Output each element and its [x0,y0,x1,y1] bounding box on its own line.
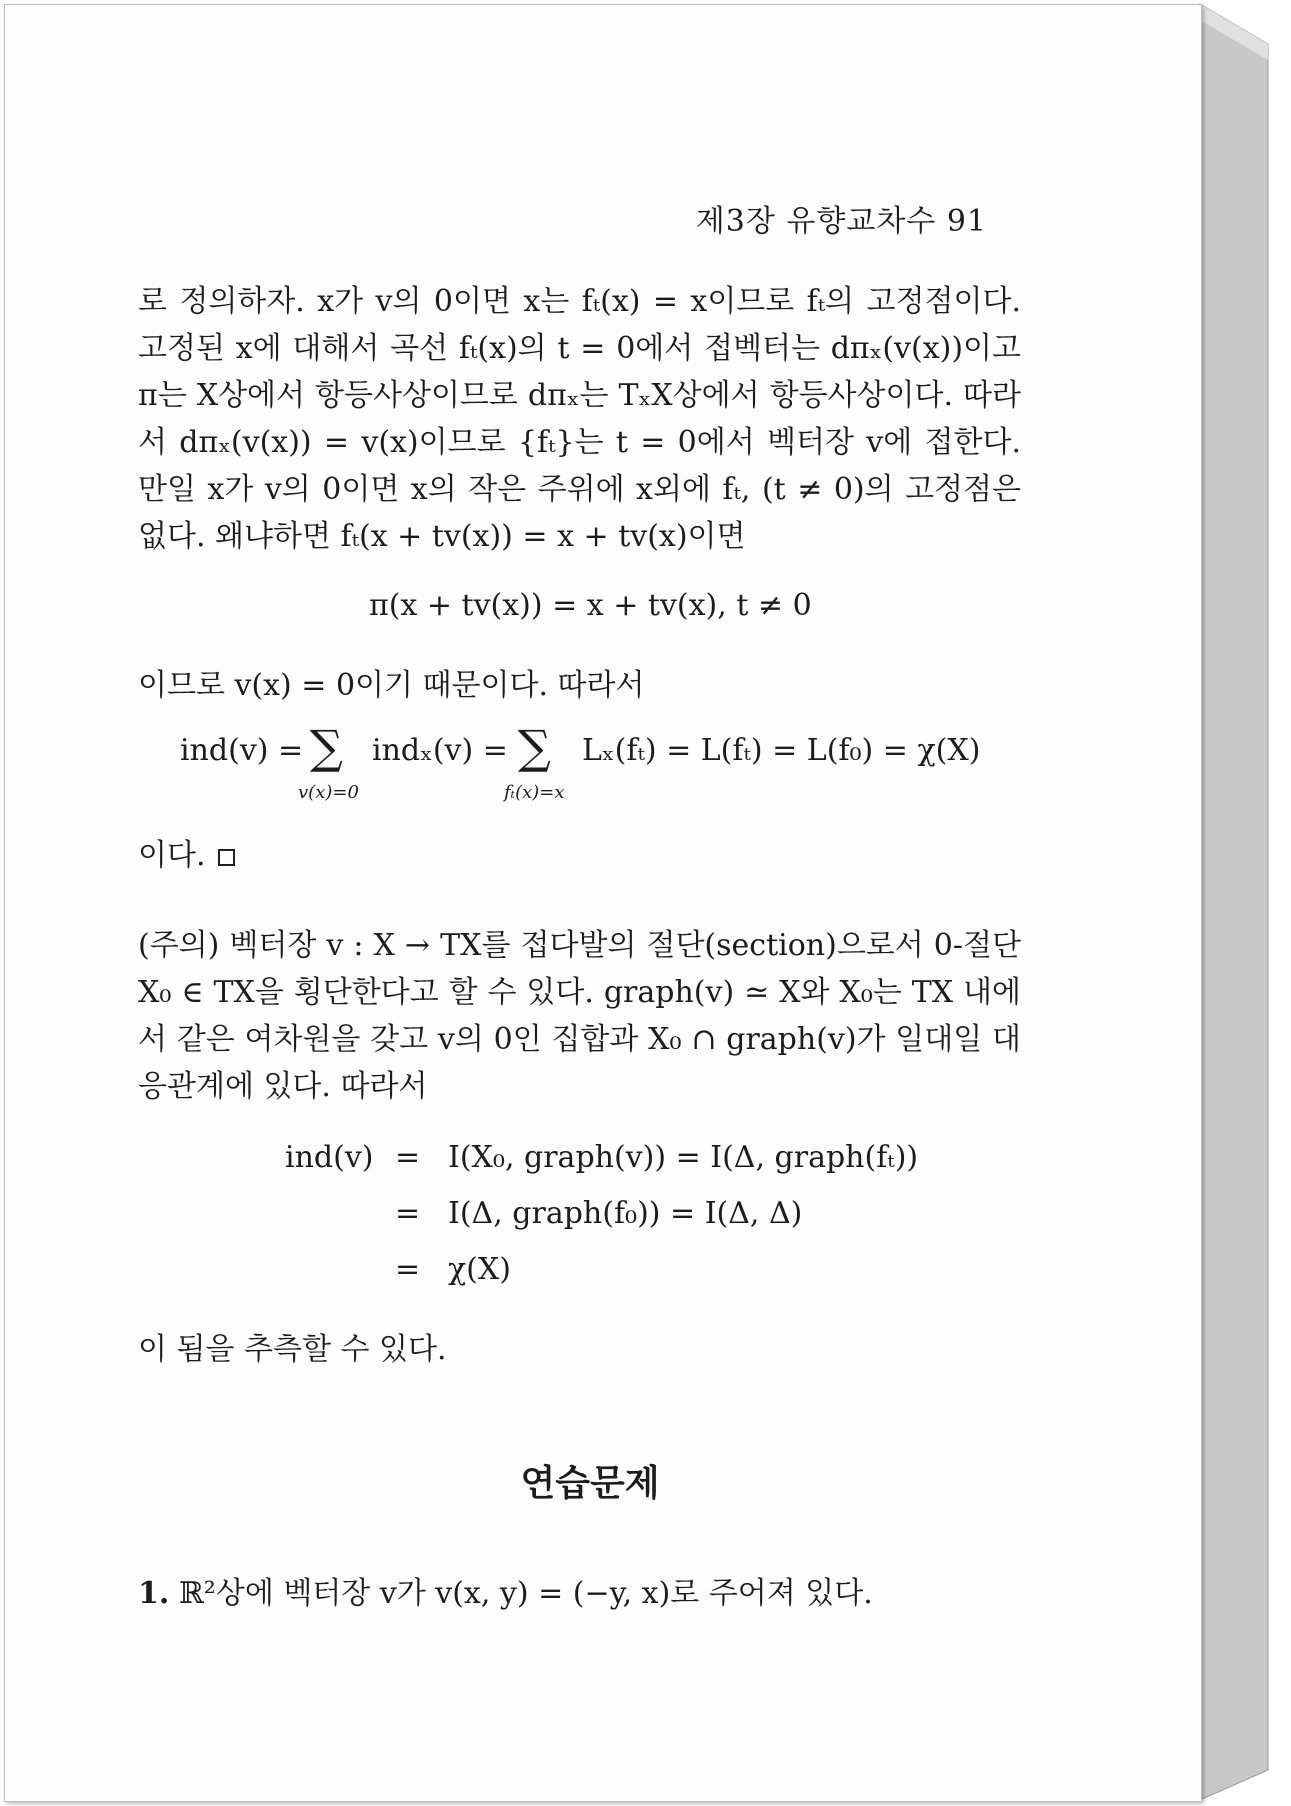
equation-2-rhs: Lₓ(fₜ) = L(fₜ) = L(f₀) = χ(X) [582,733,981,768]
paragraph-4: (주의) 벡터장 v : X → TX를 접다발의 절단(section)으로서 0-절단 X₀ ∈ TX을 횡단한다고 할 수 있다. graph(v) ≃ X와 X₀는 TX 내에서 같은 여차원을 갖고 v의 0인 집합과 X₀ ∩ graph(v)가 일대일 대응관계에 있다. 따라서 [138,928,1021,1104]
exercise-1 [138,1568,873,1612]
book-page [4,4,1202,1802]
sum-symbol-1: ∑ [310,720,343,774]
equation-3-row-3: χ(X) [448,1252,511,1287]
equation-1: π(x + tv(x)) = x + tv(x), t ≠ 0 [369,588,812,623]
running-header: 제3장 유향교차수 91 [695,204,987,239]
sum-symbol-2: ∑ [518,720,551,774]
sum-subscript-2: fₜ(x)=x [504,782,565,803]
paragraph-3 [138,832,1021,879]
equation-3-lhs: ind(v) [285,1140,374,1175]
equation-3-eq-2: = [395,1196,421,1231]
paragraph-2: 이므로 v(x) = 0이기 때문이다. 따라서 [138,668,645,703]
equation-2-lhs: ind(v) = [180,733,304,768]
exercise-1-number: 1. [138,1576,170,1611]
equation-3-row-1: I(X₀, graph(v)) = I(Δ, graph(fₜ)) [448,1140,919,1175]
paragraph-1: 로 정의하자. x가 v의 0이면 x는 fₜ(x) = x이므로 fₜ의 고정점이다. 고정된 x에 대해서 곡선 fₜ(x)의 t = 0에서 접벡터는 dπₓ(v(x))이고 π는 X상에서 항등사상이므로 dπₓ는 TₓX상에서 항등사상이다. 따라서 dπₓ(v(x)) = v(x)이므로 {fₜ}는 t = 0에서 벡터장 v에 접한다. 만일 x가 v의 0이면 x의 작은 주위에 x외에 fₜ, (t ≠ 0)의 고정점은 없다. 왜냐하면 fₜ(x + tv(x)) = x + tv(x)이면 [138,284,1021,554]
equation-3-eq-1: = [395,1140,421,1175]
equation-3-row-2: I(Δ, graph(f₀)) = I(Δ, Δ) [448,1196,803,1231]
sum-subscript-1: v(x)=0 [298,782,359,803]
paragraph-5: 이 됨을 추측할 수 있다. [138,1332,447,1367]
equation-2-middle: indₓ(v) = [372,733,508,768]
paragraph-3-text: 이다. [138,838,206,873]
exercise-1-text: ℝ²상에 벡터장 v가 v(x, y) = (−y, x)로 주어져 있다. [178,1576,873,1611]
section-title: 연습문제 [520,1462,660,1504]
qed-icon [218,849,235,866]
equation-3-eq-3: = [395,1252,421,1287]
